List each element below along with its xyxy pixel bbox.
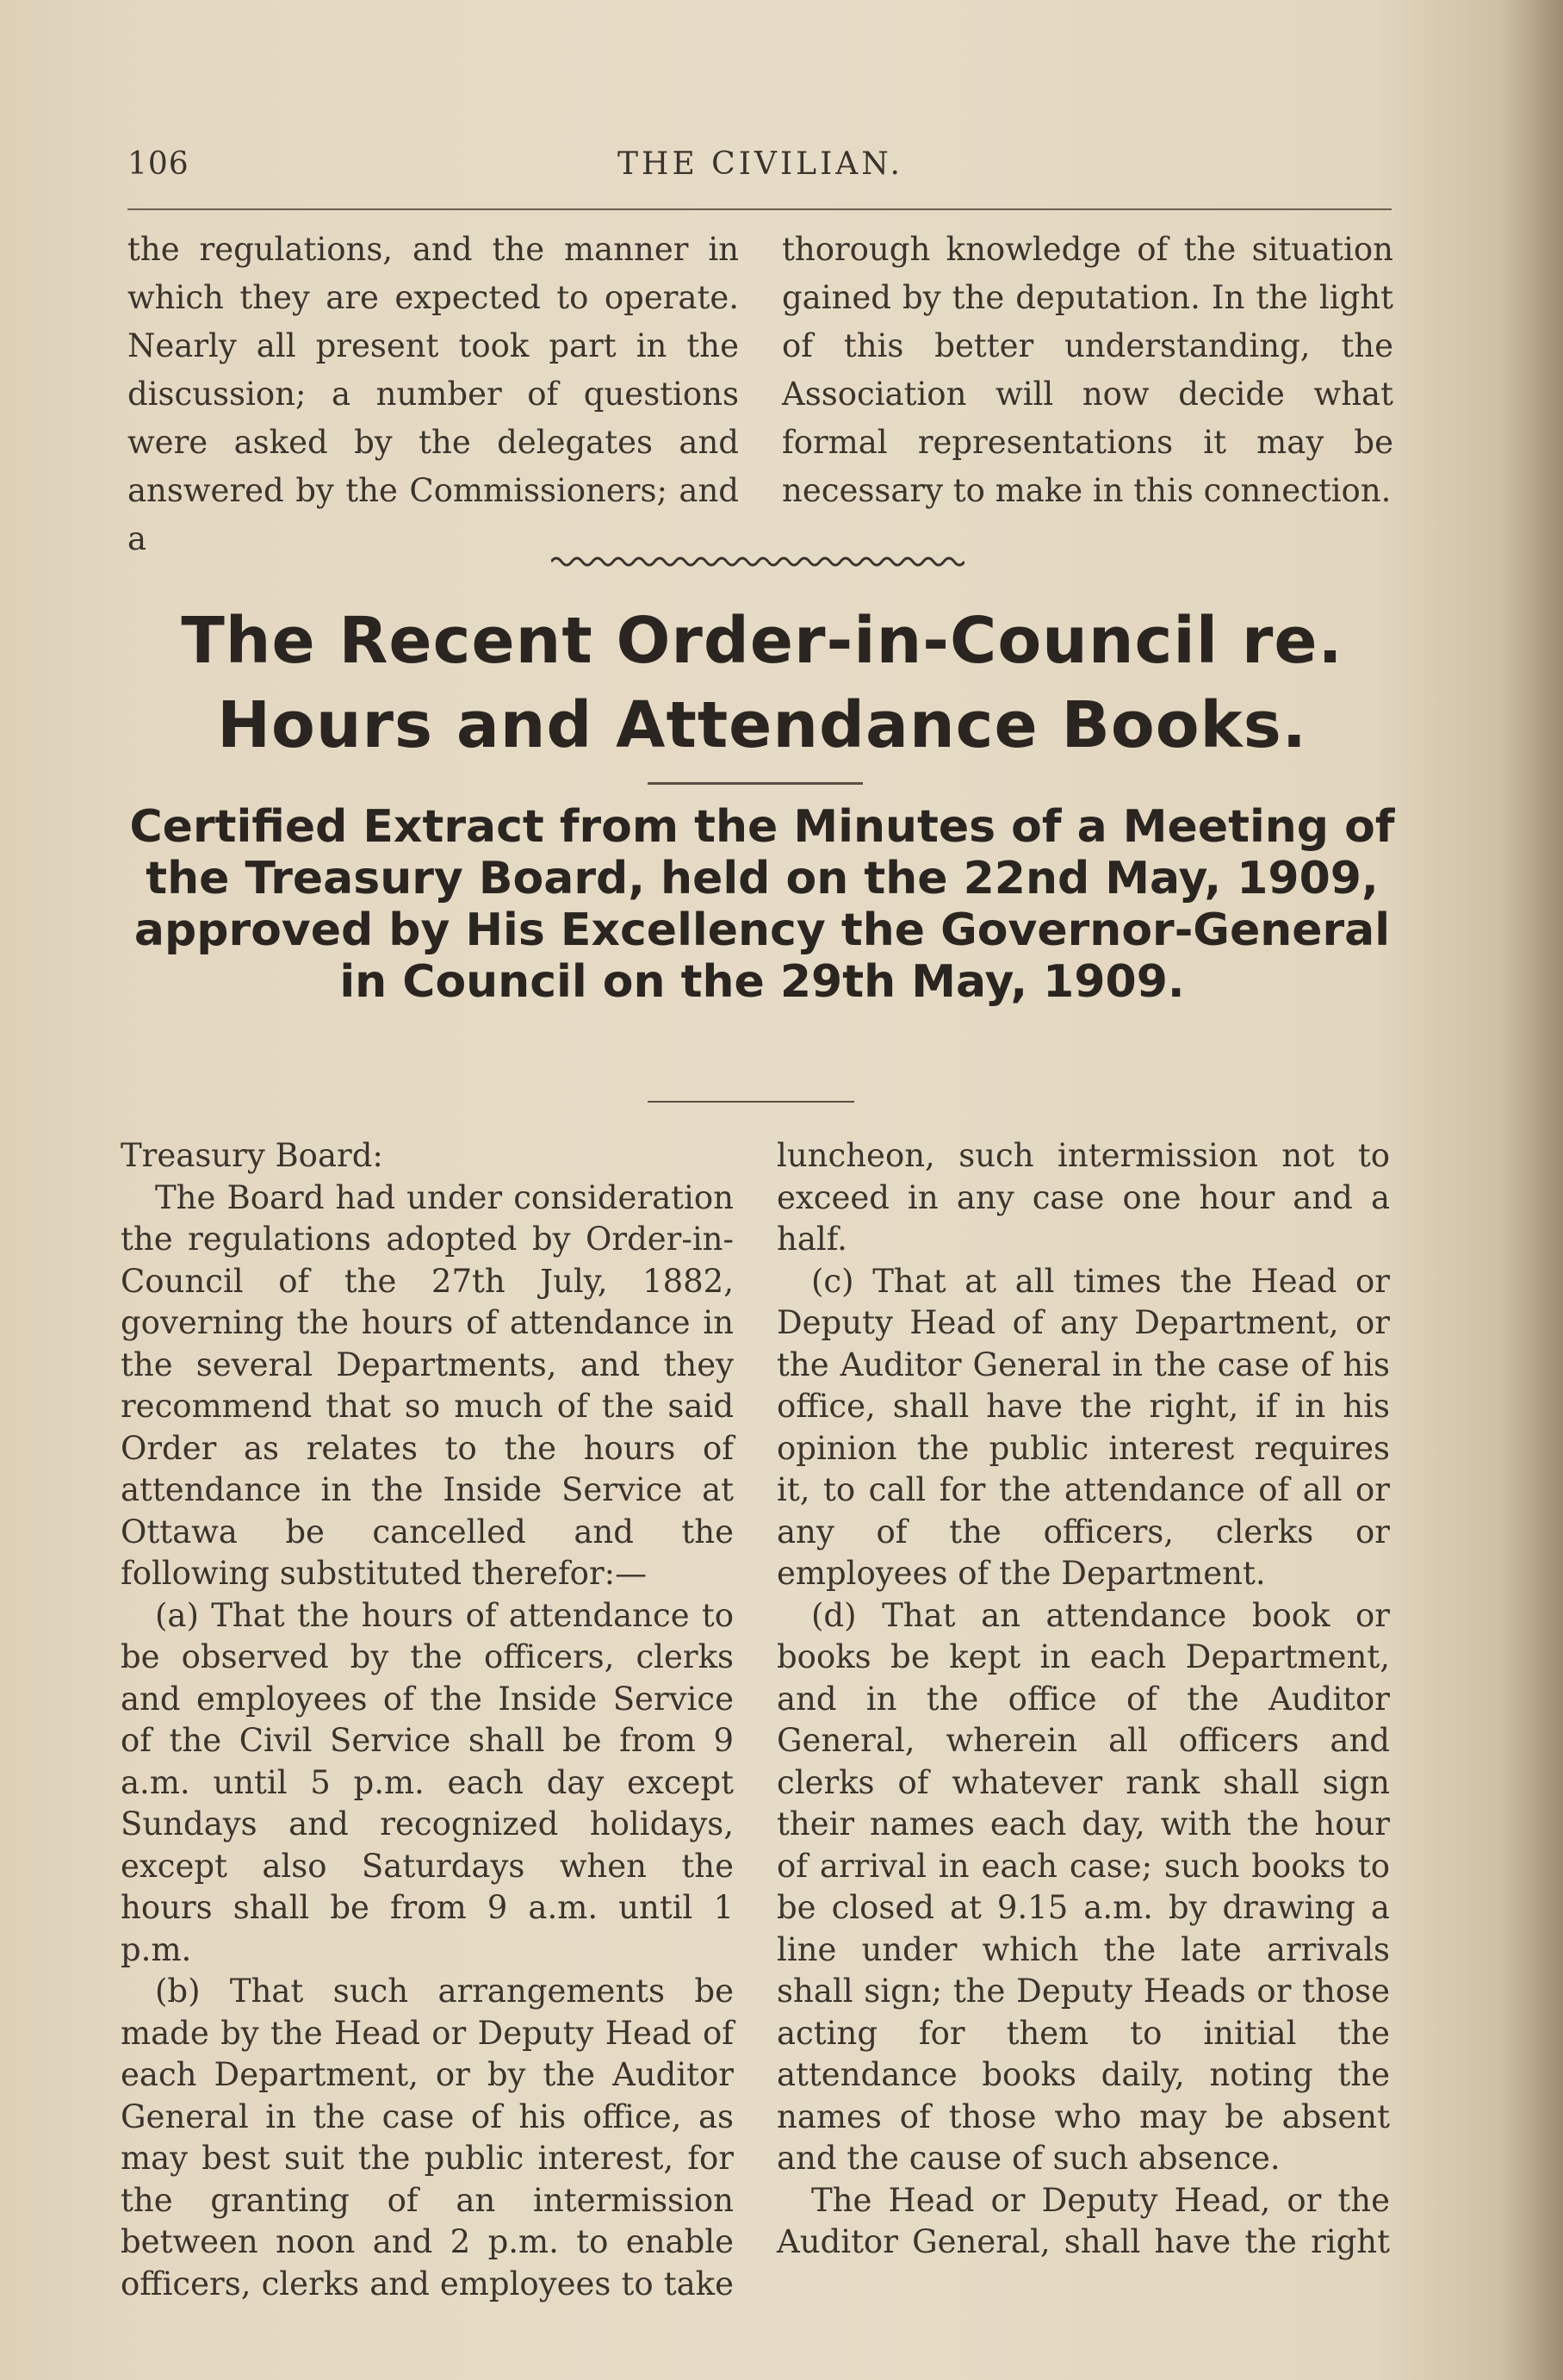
salutation: Treasury Board: (121, 1137, 383, 1174)
running-title: THE CIVILIAN. (617, 146, 903, 182)
article-left-column (121, 1135, 734, 2305)
page-number: 106 (127, 146, 189, 182)
paragraph-a: (a) That the hours of attendance to be observed by the officers, clerks and employees of the Inside Service of the Civil Service shall be from 9 a.m. until 5 p.m. each day except Sundays and recognized holidays, except also Saturdays when the hours shall be from 9 a.m. until 1 p.m. (121, 1596, 734, 1968)
paragraph-b: (b) That such arrangements be made by the Head or Deputy Head of each Department, or by the Auditor General in the case of his office, as may best suit the public interest, for the granting of an intermission between noon and 2 p.m. to enable officers, clerks and employees to take (121, 1973, 734, 2302)
page-header (127, 146, 1393, 198)
article-subtitle: Certified Extract from the Minutes of a Meeting of the Treasury Board, held on the 22nd May, 1909, approved by His Excellency the Governor-General in Council on the 29th May, 1909. (129, 801, 1395, 1008)
wavy-divider (551, 551, 964, 572)
subtitle-rule (648, 1101, 854, 1103)
paragraph-c: (c) That at all times the Head or Deputy Head of any Department, or the Auditor General in the case of his office, shall have the right, if in his opinion the public interest requires it, to call for the attendance of all or any of the officers, clerks or employees of the Department. (777, 1262, 1390, 1592)
binding-shadow (1503, 0, 1563, 2380)
previous-article-text-left: the regulations, and the manner in which they are expected to operate. Nearly all present took part in the discussion; a number of questions were asked by the delegates and answered by the Commissioners; and a (127, 231, 739, 557)
previous-article-right-column (782, 226, 1393, 515)
paragraph-d: (d) That an attendance book or books be kept in each Department, and in the office of the Auditor General, wherein all officers and clerks of whatever rank shall sign their names each day, with the hour of arrival in each case; such books to be closed at 9.15 a.m. by drawing a line under which the late arrivals shall sign; the Deputy Heads or those acting for them to initial the attendance books daily, noting the names of those who may be absent and the cause of such absence. (777, 1596, 1390, 2177)
article-right-column (777, 1135, 1390, 2264)
title-rule (648, 782, 863, 785)
article-title: The Recent Order-in-Council re. Hours and Attendance Books. (181, 604, 1343, 762)
paragraph: The Board had under consideration the regulations adopted by Order-in-Council of the 27th July, 1882, governing the hours of attendance in the several Departments, and they recommend that so much of the said Order as relates to the hours of attendance in the Inside Service at Ottawa be cancelled and the following substituted therefor:— (121, 1178, 734, 1592)
header-rule (127, 208, 1392, 210)
paragraph-b-continued: luncheon, such intermission not to exceed in any case one hour and a half. (777, 1137, 1390, 1258)
paragraph-final: The Head or Deputy Head, or the Auditor General, shall have the right (777, 2181, 1390, 2260)
previous-article-left-column (127, 226, 739, 563)
previous-article-text-right: thorough knowledge of the situation gained by the deputation. In the light of this better understanding, the Association will now decide what formal representations it may be necessary to make in this connection. (782, 231, 1393, 509)
